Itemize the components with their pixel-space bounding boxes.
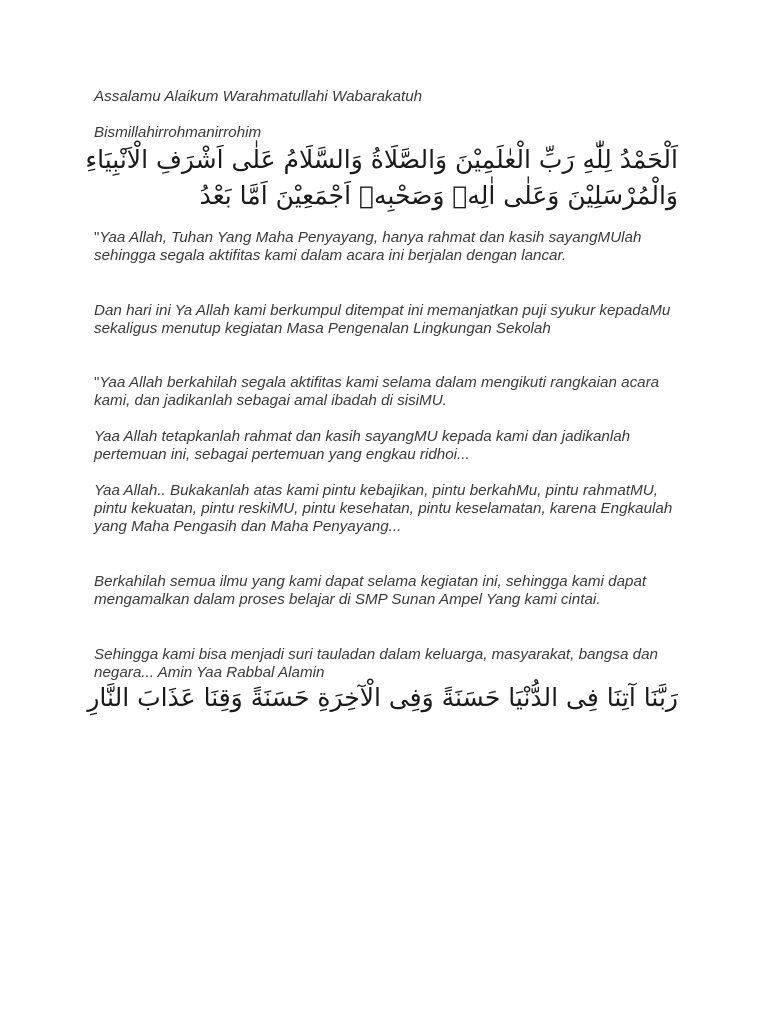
- greeting-line: Assalamu Alaikum Warahmatullahi Wabarakatuh: [94, 88, 423, 105]
- arabic-opening-line-2: وَالْمُرْسَلِيْنَ وَعَلٰى اٰلِهٖ وَصَحْبِهٖ اَجْمَعِيْنَ اَمَّا بَعْدُ: [199, 181, 678, 210]
- prayer-paragraph-4: [94, 428, 684, 464]
- opening-quote-mark: ": [94, 229, 100, 246]
- paragraph-text: Yaa Allah.. Bukakanlah atas kami pintu kebajikan, pintu berkahMu, pintu rahmatMU, pintu kekuatan, pintu reskiMU, pintu kesehatan, pintu keselamatan, karena Engkaulah yang Maha Pengasih dan Maha Penyayang...: [94, 482, 673, 535]
- bismillah-line: Bismillahirrohmanirrohim: [94, 124, 262, 141]
- paragraph-text: Yaa Allah, Tuhan Yang Maha Penyayang, hanya rahmat dan kasih sayangMUlah sehingga segala aktifitas kami dalam acara ini berjalan dengan lancar.: [94, 229, 642, 264]
- prayer-paragraph-1: [94, 229, 684, 265]
- prayer-paragraph-7: [94, 646, 684, 682]
- prayer-paragraph-3: [94, 374, 684, 410]
- paragraph-text: Dan hari ini Ya Allah kami berkumpul ditempat ini memanjatkan puji syukur kepadaMu sekaligus menutup kegiatan Masa Pengenalan Lingkungan Sekolah: [94, 302, 671, 337]
- paragraph-text: Yaa Allah tetapkanlah rahmat dan kasih sayangMU kepada kami dan jadikanlah pertemuan ini, sebagai pertemuan yang engkau ridhoi...: [94, 428, 631, 463]
- prayer-paragraph-2: [94, 302, 684, 338]
- arabic-opening-line-1: اَلْحَمْدُ لِلّٰهِ رَبِّ الْعٰلَمِيْنَ وَالصَّلَاةُ وَالسَّلَامُ عَلٰى اَشْرَفِ الْاَنْبِيَاءِ: [85, 145, 678, 174]
- paragraph-text: Berkahilah semua ilmu yang kami dapat selama kegiatan ini, sehingga kami dapat mengamalkan dalam proses belajar di SMP Sunan Ampel Yang kami cintai.: [94, 573, 647, 608]
- prayer-paragraph-6: [94, 573, 684, 609]
- arabic-opening-prayer: [85, 142, 678, 214]
- opening-quote-mark: ": [94, 374, 100, 391]
- arabic-closing-prayer: رَبَّنَا آتِنَا فِى الدُّنْيَا حَسَنَةً وَفِى الْآخِرَةِ حَسَنَةً وَقِنَا عَذَابَ النَّارِ: [87, 683, 678, 712]
- prayer-paragraph-5: [94, 482, 684, 536]
- paragraph-text: Yaa Allah berkahilah segala aktifitas kami selama dalam mengikuti rangkaian acara kami, dan jadikanlah sebagai amal ibadah di sisiMU.: [94, 374, 660, 409]
- paragraph-text: Sehingga kami bisa menjadi suri tauladan dalam keluarga, masyarakat, bangsa dan negara... Amin Yaa Rabbal Alamin: [94, 646, 658, 681]
